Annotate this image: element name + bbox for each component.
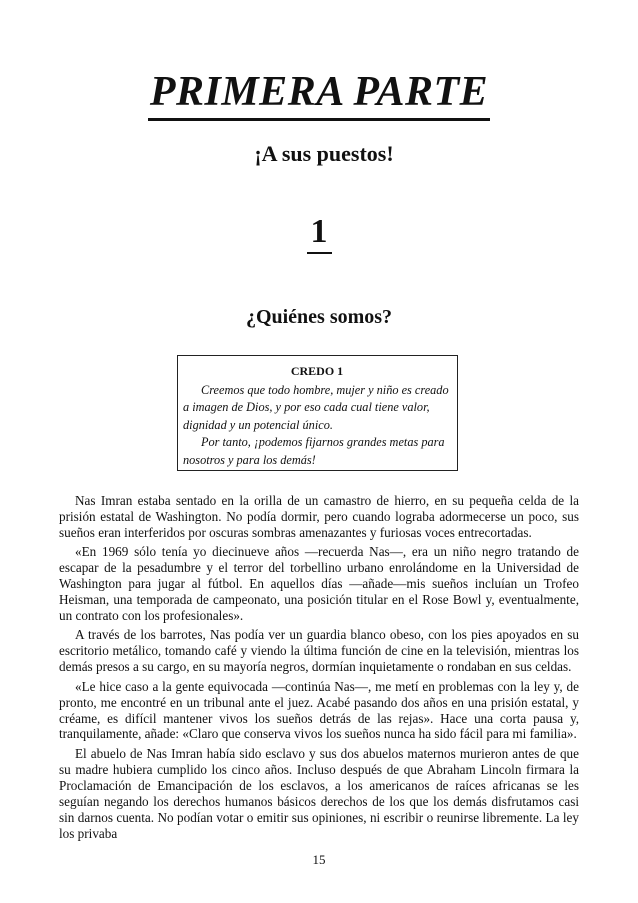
body-paragraph: «En 1969 sólo tenía yo diecinueve años —recuerda Nas—, era un niño negro tratando de escapar de la pesadumbre y el terror del torbellino urbano enrolándome en la Universidad de Washington para jugar al fútbol. En aquellos días —añade—mis sueños incluían un Trofeo Heisman, una temporada de campeonato, una posición titular en el Rose Bowl y, eventualmente, un contrato con los profesionales». (59, 544, 579, 623)
part-title (0, 68, 638, 121)
chapter-number (0, 212, 638, 254)
chapter-number-text: 1 (307, 212, 332, 254)
chapter-title: ¿Quiénes somos? (245, 306, 393, 328)
page-number: 15 (312, 852, 326, 867)
credo-paragraph: Creemos que todo hombre, mujer y niño es creado a imagen de Dios, y por eso cada cual tiene valor, dignidad y un potencial único. (183, 382, 449, 432)
credo-box (177, 355, 458, 471)
chapter-body (59, 493, 579, 845)
body-paragraph: Nas Imran estaba sentado en la orilla de un camastro de hierro, en su pequeña celda de la prisión estatal de Washington. No podía dormir, pero cuando lograba adormecerse un poco, sus sueños eran interferidos por oscuras sombras amenazantes y furiosas voces entrecortadas. (59, 493, 579, 540)
part-title-text: PRIMERA PARTE (148, 68, 490, 121)
credo-paragraph: Por tanto, ¡podemos fijarnos grandes metas para nosotros y para los demás! (183, 435, 445, 467)
body-paragraph: El abuelo de Nas Imran había sido esclavo y sus dos abuelos maternos murieron antes de que su madre hubiera cumplido los cinco años. Incluso después de que Abraham Lincoln firmara la Proclamación de Emancipación de los esclavos, a los americanos de raíces africanas se les seguían negando los derechos humanos básicos derechos de los que los demás disfrutamos casi sin darnos cuenta. No podían votar o emitir sus opiniones, ni escribir o reunirse libremente. La ley los privaba (59, 745, 579, 841)
credo-heading: CREDO 1 (290, 364, 344, 378)
body-paragraph: A través de los barrotes, Nas podía ver un guardia blanco obeso, con los pies apoyados en su escritorio metálico, tomando café y viendo la última función de cine en la televisión, mientras los demás presos a su cargo, en su mayoría negros, dormían inquietamente o rondaban en sus celdas. (59, 627, 579, 675)
part-subtitle: ¡A sus puestos! (254, 141, 394, 166)
body-paragraph: «Le hice caso a la gente equivocada —continúa Nas—, me metí en problemas con la ley y, de pronto, me encontré en un tribunal ante el juez. Acabé pasando dos años en una prisión estatal, y créame, es difícil mantener vivos los sueños detrás de las rejas». Hace una corta pausa y, tranquilamente, añade: «Claro que conserva vivos los sueños nunca ha sido fácil para mi familia». (59, 678, 579, 742)
